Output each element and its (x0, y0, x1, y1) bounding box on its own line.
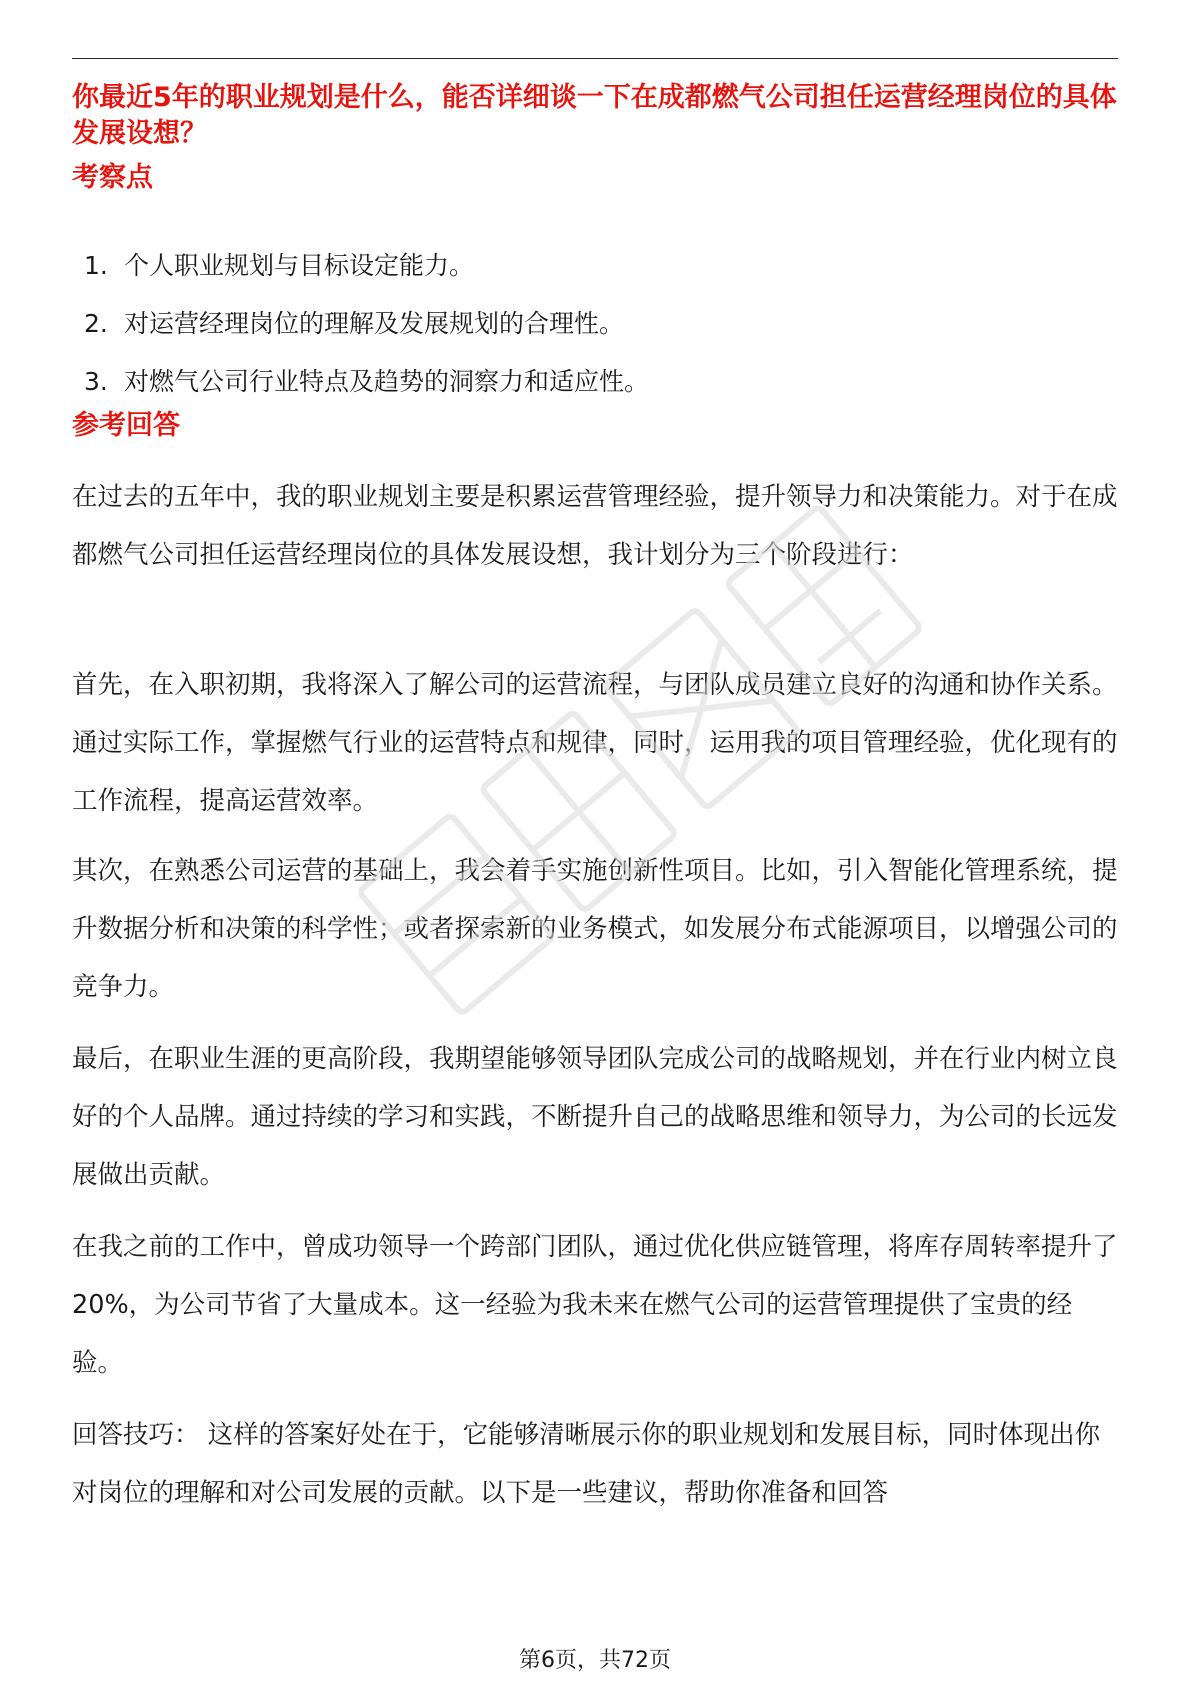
answer-paragraph-intro: 在过去的五年中，我的职业规划主要是积累运营管理经验，提升领导力和决策能力。对于在成都燃气公司担任运营经理岗位的具体发展设想，我计划分为三个阶段进行： (72, 482, 1118, 570)
answer-paragraph-second: 其次，在熟悉公司运营的基础上，我会着手实施创新性项目。比如，引入智能化管理系统，提升数据分析和决策的科学性；或者探索新的业务模式，如发展分布式能源项目，以增强公司的竞争力。 (72, 856, 1118, 1002)
criteria-text: 对运营经理岗位的理解及发展规划的合理性。 (124, 309, 625, 338)
criteria-text: 个人职业规划与目标设定能力。 (124, 251, 475, 280)
criteria-item (84, 248, 649, 306)
criteria-number: 2. (84, 309, 108, 338)
criteria-list (84, 248, 649, 422)
page-number: 第6页，共72页 (519, 1648, 671, 1673)
answer-tips-paragraph: 回答技巧： 这样的答案好处在于，它能够清晰展示你的职业规划和发展目标，同时体现出你对岗位的理解和对公司发展的贡献。以下是一些建议，帮助你准备和回答 (72, 1420, 1101, 1508)
criteria-item (84, 306, 649, 364)
criteria-heading: 考察点 (72, 162, 153, 193)
question-title: 你最近5年的职业规划是什么，能否详细谈一下在成都燃气公司担任运营经理岗位的具体发展设想？ (72, 82, 1117, 149)
answer-paragraph-first: 首先，在入职初期，我将深入了解公司的运营流程，与团队成员建立良好的沟通和协作关系。通过实际工作，掌握燃气行业的运营特点和规律，同时，运用我的项目管理经验，优化现有的工作流程，提高运营效率。 (72, 670, 1118, 816)
answer-paragraph-last: 最后，在职业生涯的更高阶段，我期望能够领导团队完成公司的战略规划，并在行业内树立良好的个人品牌。通过持续的学习和实践，不断提升自己的战略思维和领导力，为公司的长远发展做出贡献。 (72, 1044, 1118, 1190)
criteria-number: 3. (84, 367, 108, 396)
criteria-number: 1. (84, 251, 108, 280)
answer-heading: 参考回答 (72, 410, 180, 441)
criteria-text: 对燃气公司行业特点及趋势的洞察力和适应性。 (124, 367, 650, 396)
header-rule (72, 58, 1118, 59)
answer-paragraph-experience: 在我之前的工作中，曾成功领导一个跨部门团队，通过优化供应链管理，将库存周转率提升了20%，为公司节省了大量成本。这一经验为我未来在燃气公司的运营管理提供了宝贵的经验。 (72, 1232, 1118, 1378)
